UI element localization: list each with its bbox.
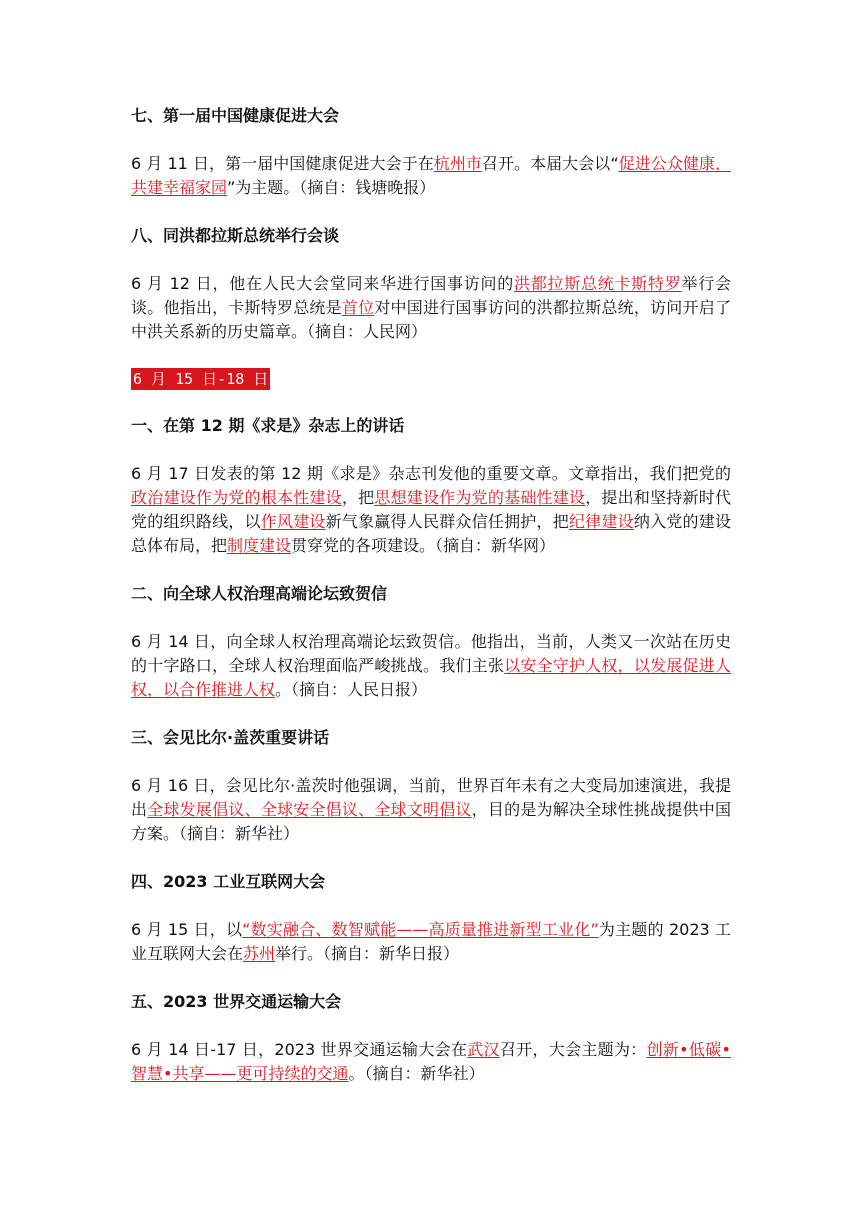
highlight-text: 思想建设作为党的基础性建设	[374, 488, 586, 507]
highlight-text: 以安全守护人权，以发展促进人权，以合作推进人权	[131, 656, 731, 699]
document-content	[131, 104, 731, 1086]
highlight-text: 苏州	[243, 944, 276, 963]
section-title: 四、2023 工业互联网大会	[131, 872, 326, 891]
section-title: 二、向全球人权治理高端论坛致贺信	[131, 584, 388, 603]
text-run: 贯穿党的各项建设。（摘自：新华网）	[291, 536, 556, 555]
text-run: 召开。本届大会以“	[481, 154, 619, 173]
text-run: 6 月 14 日，向全球人权治理高端论坛致贺信。他指出，当前，人类又一次站在历史的十字路口，全球人权治理面临严峻挑战。我们主张	[131, 632, 731, 675]
text-run: 新气象赢得人民群众信任拥护，把	[325, 512, 569, 531]
section-paragraph	[131, 630, 731, 702]
highlight-text: 纪律建设	[568, 512, 634, 531]
text-run: 召开，大会主题为：	[499, 1040, 647, 1059]
text-run: 对中国进行国事访问的洪都拉斯总统，访问开启了中洪关系新的历史篇章。（摘自：人民网）	[131, 298, 731, 341]
text-run: 6 月 16 日，会见比尔·盖茨时他强调，当前，世界百年未有之大变局加速演进，我提出	[131, 776, 731, 819]
text-run: ”为主题。（摘自：钱塘晚报）	[227, 178, 436, 197]
highlight-text: 政治建设作为党的根本性建设	[131, 488, 342, 507]
highlight-text: 洪都拉斯总统卡斯特罗	[514, 274, 682, 293]
highlight-text: 创新•低碳•智慧•共享——更可持续的交通	[131, 1040, 731, 1083]
date-badge: 6 月 15 日-18 日	[133, 370, 269, 388]
text-run: 6 月 11 日，第一届中国健康促进大会于在	[131, 154, 434, 173]
text-run: 6 月 17 日发表的第 12 期《求是》杂志刊发他的重要文章。文章指出，我们把党的	[131, 464, 731, 483]
text-run: 6 月 12 日，他在人民大会堂同来华进行国事访问的	[131, 274, 514, 293]
highlight-text: 武汉	[467, 1040, 500, 1059]
section-paragraph	[131, 272, 731, 344]
text-run: ，把	[341, 488, 375, 507]
text-run: 纳入党的建设总体布局，把	[131, 512, 731, 555]
section-paragraph	[131, 774, 731, 846]
text-run: 6 月 15 日，以	[131, 920, 243, 939]
section-paragraph	[131, 1038, 731, 1086]
text-run: 6 月 14 日-17 日，2023 世界交通运输大会在	[131, 1040, 468, 1059]
text-run: 。（摘自：新华社）	[348, 1064, 485, 1083]
highlight-text: “数实融合、数智赋能——高质量推进新型工业化”	[242, 920, 599, 939]
highlight-text: 全球发展倡议、全球安全倡议、全球文明倡议	[147, 800, 472, 819]
text-run: 举行会谈。他指出，卡斯特罗总统是	[131, 274, 731, 317]
text-run: 举行。（摘自：新华日报）	[275, 944, 460, 963]
text-run: 为主题的 2023 工业互联网大会在	[131, 920, 731, 963]
section-title: 七、第一届中国健康促进大会	[131, 106, 340, 125]
text-run: 。（摘自：人民日报）	[275, 680, 428, 699]
section-title: 八、同洪都拉斯总统举行会谈	[131, 226, 340, 245]
section-paragraph	[131, 152, 731, 200]
text-run: ，目的是为解决全球性挑战提供中国方案。（摘自：新华社）	[131, 800, 731, 843]
section-paragraph	[131, 462, 731, 558]
highlight-text: 首位	[341, 298, 375, 317]
section-title: 五、2023 世界交通运输大会	[131, 992, 342, 1011]
section-title: 一、在第 12 期《求是》杂志上的讲话	[131, 416, 405, 435]
section-title: 三、会见比尔·盖茨重要讲话	[131, 728, 330, 747]
text-run: ，提出和坚持新时代党的组织路线，以	[131, 488, 731, 531]
highlight-text: 制度建设	[227, 536, 292, 555]
highlight-text: 作风建设	[260, 512, 326, 531]
section-paragraph	[131, 918, 731, 966]
highlight-text: 促进公众健康，共建幸福家园	[131, 154, 731, 197]
highlight-text: 杭州市	[433, 154, 482, 173]
